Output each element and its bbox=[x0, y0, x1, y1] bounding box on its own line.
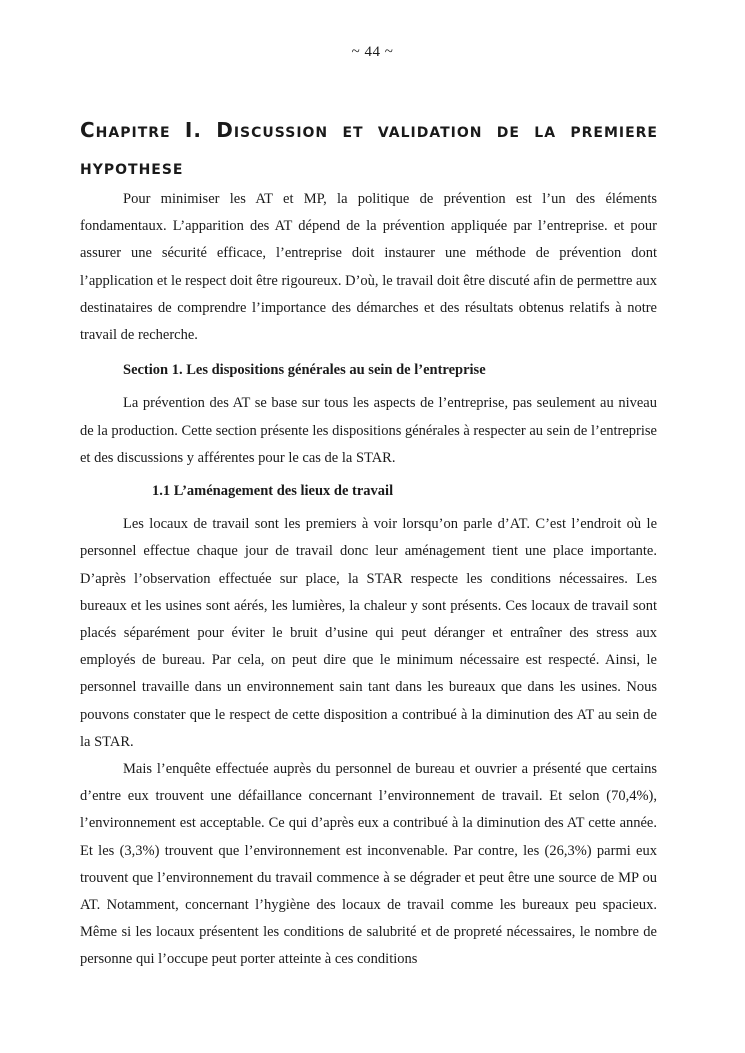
subsection-heading: 1.1 L’aménagement des lieux de travail bbox=[152, 483, 394, 500]
section-heading: Section 1. Les dispositions générales au sein de l’entreprise bbox=[123, 362, 486, 379]
page-number: ~ 44 ~ bbox=[351, 44, 394, 60]
section-paragraph: La prévention des AT se base sur tous les aspects de l’entreprise, pas seulement au niveau de la production. Cette section présente les dispositions générales à respecter au sein de l’entreprise et des discussions y afférentes pour le cas de la STAR. bbox=[80, 395, 657, 466]
chapter-title: Chapitre I. Discussion et validation de la premiere hypothese bbox=[80, 118, 658, 179]
subsection-paragraph-1: Les locaux de travail sont les premiers à voir lorsqu’on parle d’AT. C’est l’endroit où le personnel effectue chaque jour de travail donc leur aménagement tient une place importante. D’après l’observation effectuée sur place, la STAR respecte les conditions nécessaires. Les bureaux et les usines sont aérés, les lumières, la chaleur y sont présents. Ces locaux de travail sont placés séparément pour éviter le bruit d’usine qui peut déranger et entraîner des stress aux employés de bureau. Par cela, on peut dire que le minimum nécessaire est respecté. Ainsi, le personnel travaille dans un environnement sain tant dans les bureaux que dans les usines. Nous pouvons constater que le respect de cette disposition a contribué à la diminution des AT au sein de la STAR. bbox=[80, 516, 657, 750]
subsection-paragraph-2: Mais l’enquête effectuée auprès du personnel de bureau et ouvrier a présenté que certains d’entre eux trouvent une défaillance concernant l’environnement de travail. Et selon (70,4%), l’environnement est acceptable. Ce qui d’après eux a contribué à la diminution des AT cette année. Et les (3,3%) trouvent que l’environnement est inconvenable. Par contre, les (26,3%) parmi eux trouvent que l’environnement du travail commence à se dégrader et peut être une source de MP ou AT. Notamment, concernant l’hygiène des locaux de travail comme les bureaux peu spacieux. Même si les locaux présentent les conditions de salubrité et de propreté nécessaires, le nombre de personne qui l’occupe peut porter atteinte à ces conditions bbox=[80, 761, 657, 968]
document-body bbox=[80, 186, 657, 974]
intro-paragraph: Pour minimiser les AT et MP, la politique de prévention est l’un des éléments fondamentaux. L’apparition des AT dépend de la prévention appliquée par l’entreprise. et pour assurer une sécurité efficace, l’entreprise doit instaurer une méthode de prévention dont l’application et le respect doit être rigoureux. D’où, le travail doit être discuté afin de permettre aux destinataires de comprendre l’importance des démarches et des résultats obtenus relatifs à notre travail de recherche. bbox=[80, 191, 657, 344]
